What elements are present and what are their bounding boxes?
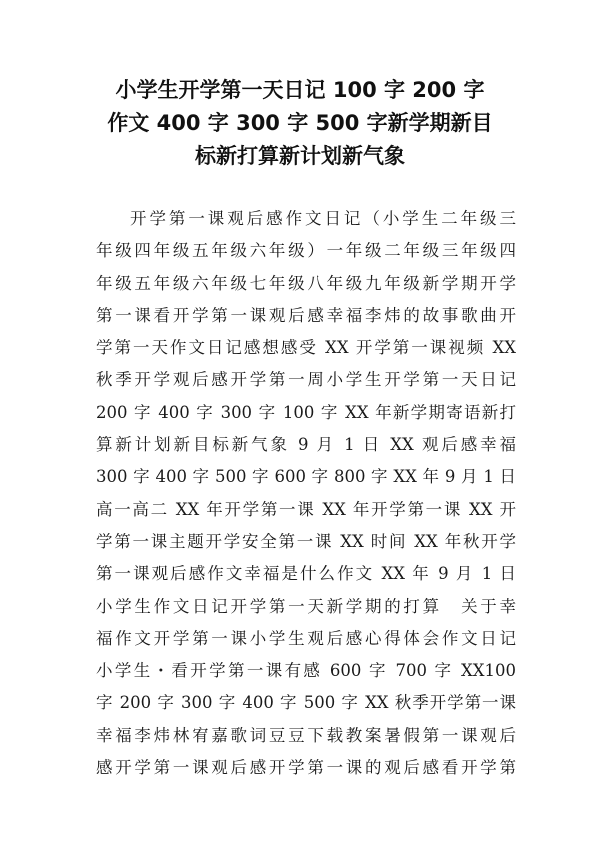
body-line: 200 字 400 字 300 字 100 字 XX 年新学期寄语新打 xyxy=(96,402,516,422)
body-line: 开学第一课观后感作文日记（小学生二年级三 xyxy=(130,209,516,228)
body-line: 小学生作文日记开学第一天新学期的打算 关于幸 xyxy=(96,596,516,616)
body-line: 字 200 字 300 字 400 字 500 字 XX 秋季开学第一课 xyxy=(96,693,516,713)
body-line: 年级五年级六年级七年级八年级九年级新学期开学 xyxy=(96,273,516,293)
body-line: 第一课看开学第一课观后感幸福李炜的故事歌曲开 xyxy=(96,305,516,325)
body-line: 小学生・看开学第一课有感 600 字 700 字 XX100 xyxy=(96,661,516,681)
body-line: 幸福李炜林宥嘉歌词豆豆下载教案暑假第一课观后 xyxy=(96,725,516,745)
document-title xyxy=(90,74,510,173)
title-line: 作文 400 字 300 字 500 字新学期新目 xyxy=(107,111,493,135)
title-line: 小学生开学第一天日记 100 字 200 字 xyxy=(115,78,485,102)
title-line: 标新打算新计划新气象 xyxy=(195,144,405,168)
body-line: 第一课观后感作文幸福是什么作文 XX 年 9 月 1 日 xyxy=(96,564,516,584)
body-line: 福作文开学第一课小学生观后感心得体会作文日记 xyxy=(96,628,516,648)
body-paragraph xyxy=(96,203,516,784)
body-line: 300 字 400 字 500 字 600 字 800 字 XX 年 9 月 1 日 xyxy=(96,467,516,487)
body-line: 学第一天作文日记感想感受 XX 开学第一课视频 XX xyxy=(96,338,516,358)
body-line: 高一高二 XX 年开学第一课 XX 年开学第一课 XX 开 xyxy=(96,499,516,519)
body-line: 年级四年级五年级六年级）一年级二年级三年级四 xyxy=(96,241,516,261)
body-line: 秋季开学观后感开学第一周小学生开学第一天日记 xyxy=(96,370,516,390)
body-line: 感开学第一课观后感开学第一课的观后感看开学第 xyxy=(96,758,516,778)
body-line: 算新计划新目标新气象 9 月 1 日 XX 观后感幸福 xyxy=(96,435,516,455)
body-line: 学第一课主题开学安全第一课 XX 时间 XX 年秋开学 xyxy=(96,531,516,551)
